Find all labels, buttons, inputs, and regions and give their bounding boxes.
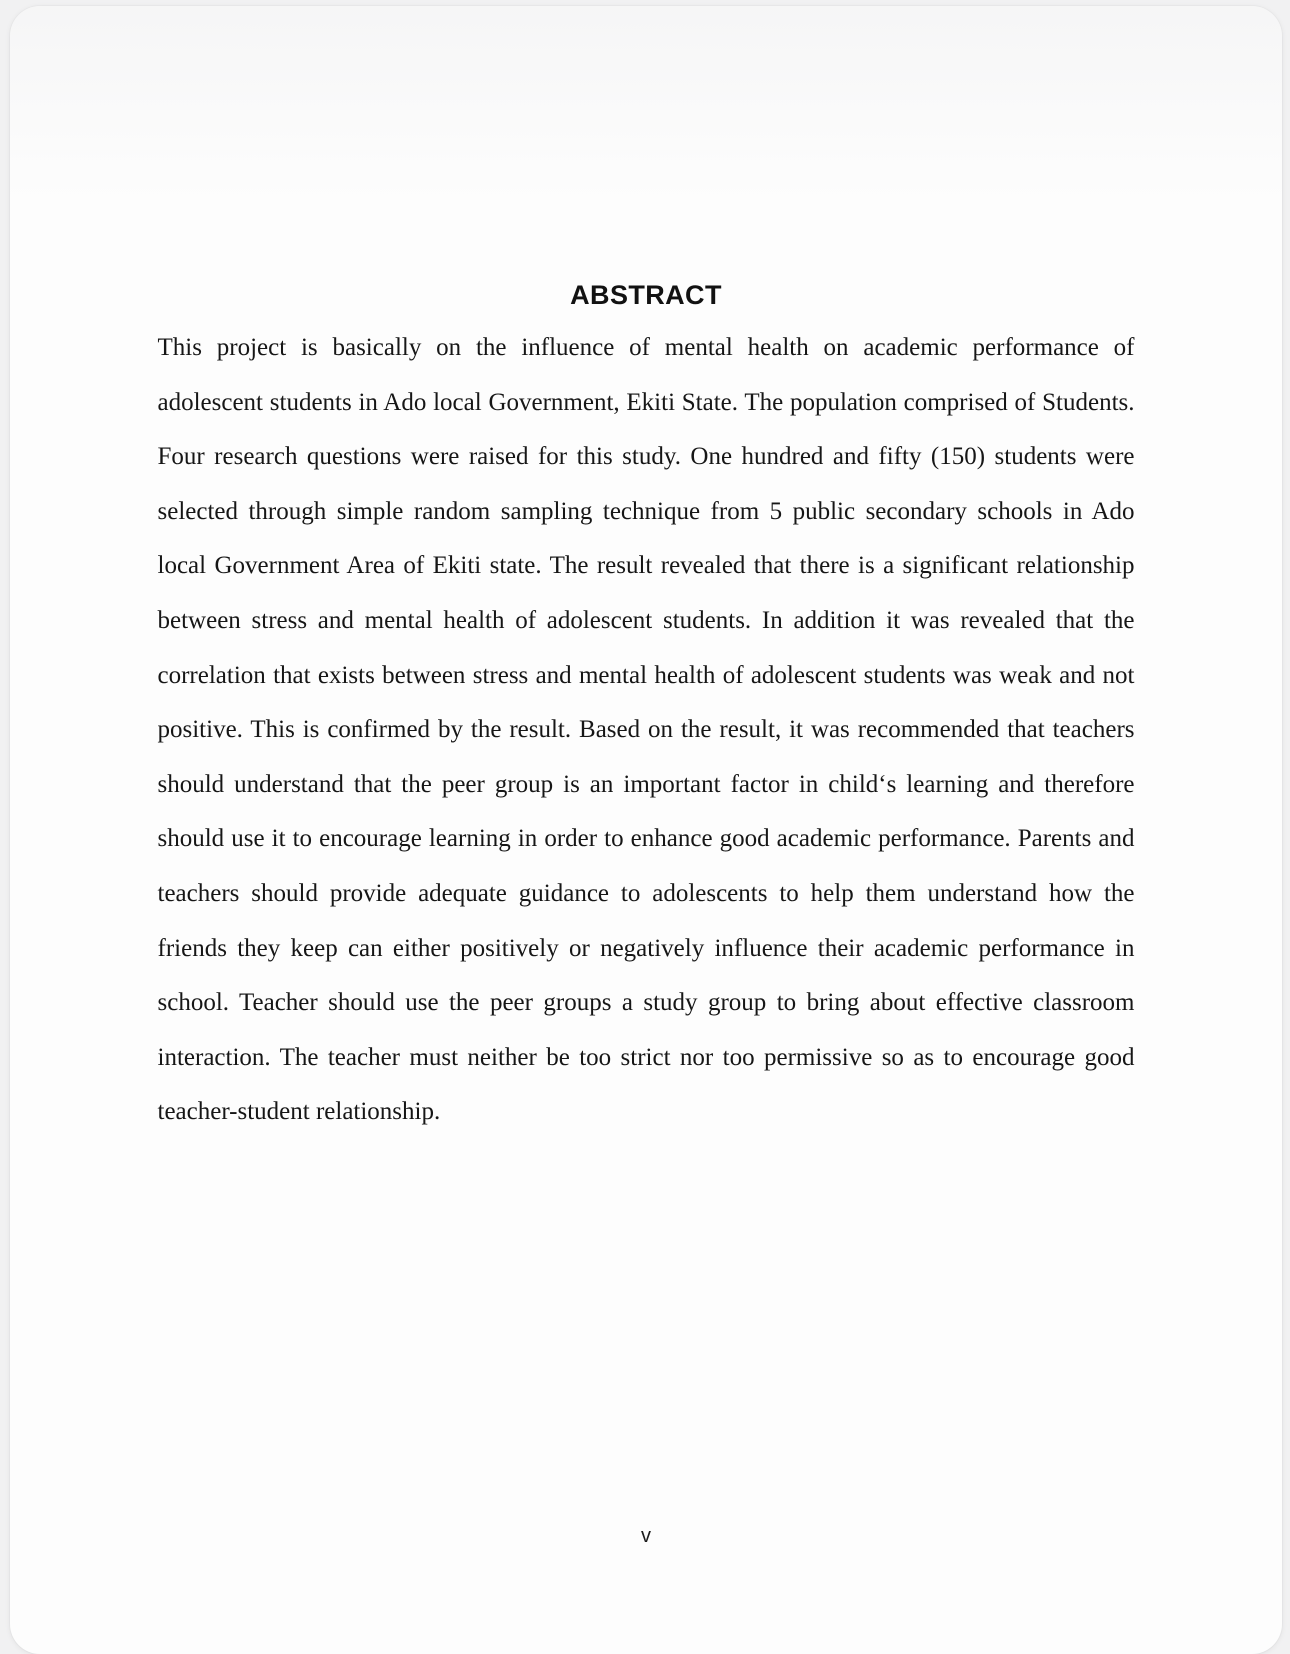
abstract-line: teachers should provide adequate guidance to adolescents to help them understand how the bbox=[157, 879, 1135, 907]
abstract-line: correlation that exists between stress and mental health of adolescent students was weak and not bbox=[157, 661, 1135, 689]
abstract-line: interaction. The teacher must neither be too strict nor too permissive so as to encourage good bbox=[157, 1043, 1135, 1071]
page-number: v bbox=[641, 1525, 651, 1547]
abstract-line: Four research questions were raised for this study. One hundred and fifty (150) students were bbox=[157, 443, 1135, 471]
abstract-line: should understand that the peer group is an important factor in child‘s learning and therefore bbox=[157, 770, 1135, 798]
abstract-line: friends they keep can either positively or negatively influence their academic performance in bbox=[157, 934, 1135, 962]
abstract-line: teacher-student relationship. bbox=[157, 1098, 441, 1126]
abstract-heading: ABSTRACT bbox=[570, 280, 722, 310]
abstract-line: school. Teacher should use the peer groups a study group to bring about effective classroom bbox=[157, 989, 1135, 1017]
abstract-line: local Government Area of Ekiti state. The result revealed that there is a significant relationship bbox=[157, 552, 1135, 580]
abstract-line: should use it to encourage learning in order to enhance good academic performance. Parents and bbox=[157, 825, 1135, 853]
abstract-line: positive. This is confirmed by the result. Based on the result, it was recommended that teachers bbox=[157, 716, 1135, 744]
abstract-line: This project is basically on the influence of mental health on academic performance of bbox=[157, 334, 1135, 361]
abstract-line: between stress and mental health of adolescent students. In addition it was revealed that the bbox=[157, 606, 1135, 634]
document-page bbox=[10, 6, 1282, 1654]
abstract-line: adolescent students in Ado local Government, Ekiti State. The population comprised of Students. bbox=[157, 388, 1135, 416]
abstract-line: selected through simple random sampling technique from 5 public secondary schools in Ado bbox=[157, 497, 1135, 525]
abstract-body bbox=[158, 321, 1135, 1140]
